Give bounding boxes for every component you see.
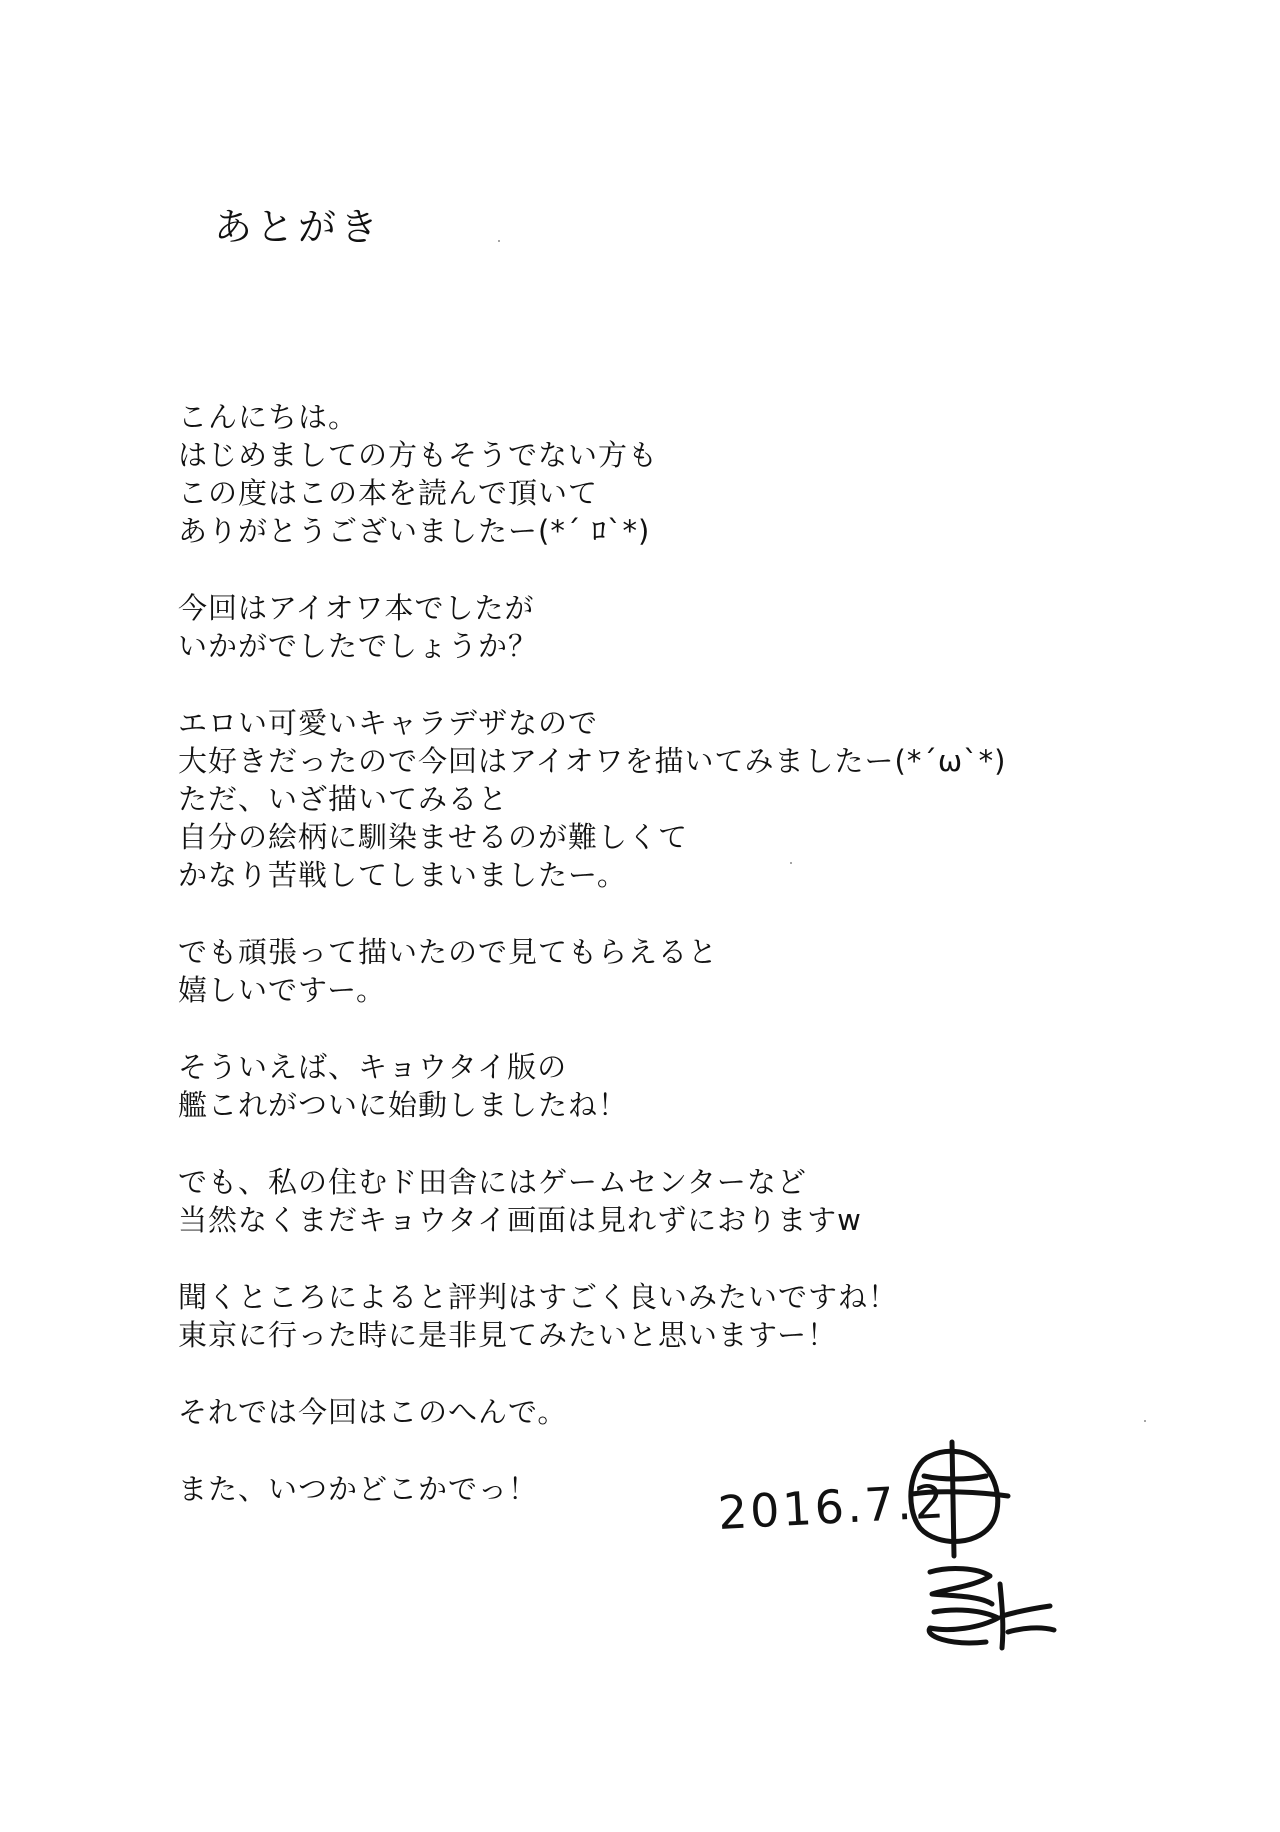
paragraph (178, 933, 1178, 1009)
paragraph (178, 398, 1178, 550)
text-line: そういえば、キョウタイ版の (178, 1050, 568, 1084)
text-line: かなり苦戦してしまいましたー。 (178, 858, 627, 892)
signature-icon (890, 1436, 1070, 1666)
text-line: 大好きだったので今回はアイオワを描いてみましたー(*´ω`*) (178, 744, 1007, 778)
text-line: 今回はアイオワ本でしたが (178, 591, 535, 625)
text-line: この度はこの本を読んで頂いて (178, 476, 599, 510)
text-line: 艦これがついに始動しましたね！ (178, 1088, 629, 1122)
text-line: 嬉しいですー。 (178, 973, 386, 1007)
paragraph (178, 704, 1178, 894)
text-line: はじめましての方もそうでない方も (178, 438, 659, 472)
paragraph (178, 1048, 1178, 1124)
text-line: エロい可愛いキャラデザなので (178, 706, 599, 740)
paragraph (178, 1278, 1178, 1354)
text-line: でも、私の住むド田舎にはゲームセンターなど (178, 1165, 807, 1199)
paragraph (178, 1393, 1178, 1431)
paper-speck (790, 862, 792, 864)
paragraph (178, 1163, 1178, 1239)
paragraph (178, 589, 1178, 665)
text-line: ありがとうございましたー(*´ ﾛ`*) (178, 514, 651, 548)
afterword-body (178, 398, 1178, 1547)
text-line: それでは今回はこのへんで。 (178, 1395, 568, 1429)
paper-speck (1144, 1420, 1146, 1422)
text-line: いかがでしたでしょうか？ (178, 629, 539, 663)
text-line: ただ、いざ描いてみると (178, 782, 509, 816)
text-line: でも頑張って描いたので見てもらえると (178, 935, 719, 969)
page-title: あとがき (214, 205, 383, 249)
date-stamp: 2016.7.2 (716, 1474, 948, 1540)
text-line: 東京に行った時に是非見てみたいと思いますー！ (178, 1318, 838, 1352)
text-line: 聞くところによると評判はすごく良いみたいですね！ (178, 1280, 899, 1314)
paper-speck (498, 240, 500, 242)
text-line: 自分の絵柄に馴染ませるのが難しくて (178, 820, 689, 854)
text-line: また、いつかどこかでっ！ (178, 1472, 539, 1506)
text-line: 当然なくまだキョウタイ画面は見れずにおりますw (178, 1203, 862, 1237)
text-line: こんにちは。 (178, 400, 359, 434)
